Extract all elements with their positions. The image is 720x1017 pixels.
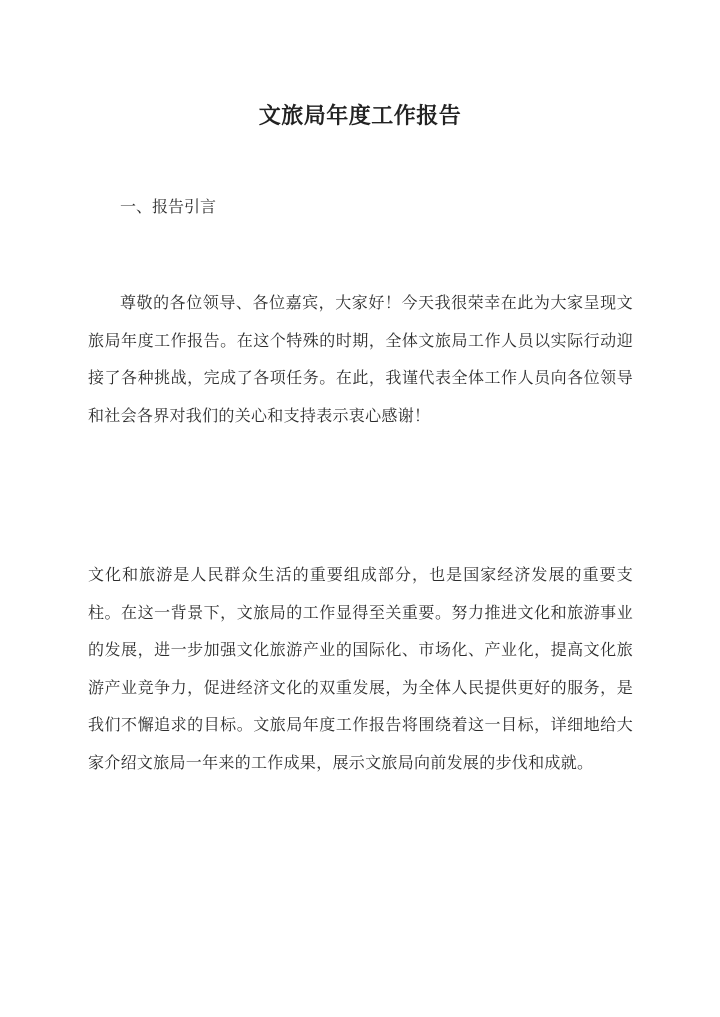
document-title: 文旅局年度工作报告: [258, 102, 462, 129]
paragraph-greeting: 尊敬的各位领导、各位嘉宾，大家好！今天我很荣幸在此为大家呈现文旅局年度工作报告。在这个特殊的时期，全体文旅局工作人员以实际行动迎接了各种挑战，完成了各项任务。在此，我谨代表全体工作人员向各位领导和社会各界对我们的关心和支持表示衷心感谢！: [88, 293, 633, 425]
section-heading-introduction: 一、报告引言: [120, 197, 217, 216]
paragraph-background: 文化和旅游是人民群众生活的重要组成部分，也是国家经济发展的重要支柱。在这一背景下，文旅局的工作显得至关重要。努力推进文化和旅游事业的发展，进一步加强文化旅游产业的国际化、市场化、产业化，提高文化旅游产业竞争力，促进经济文化的双重发展，为全体人民提供更好的服务，是我们不懈追求的目标。文旅局年度工作报告将围绕着这一目标，详细地给大家介绍文旅局一年来的工作成果，展示文旅局向前发展的步伐和成就。: [88, 565, 633, 772]
